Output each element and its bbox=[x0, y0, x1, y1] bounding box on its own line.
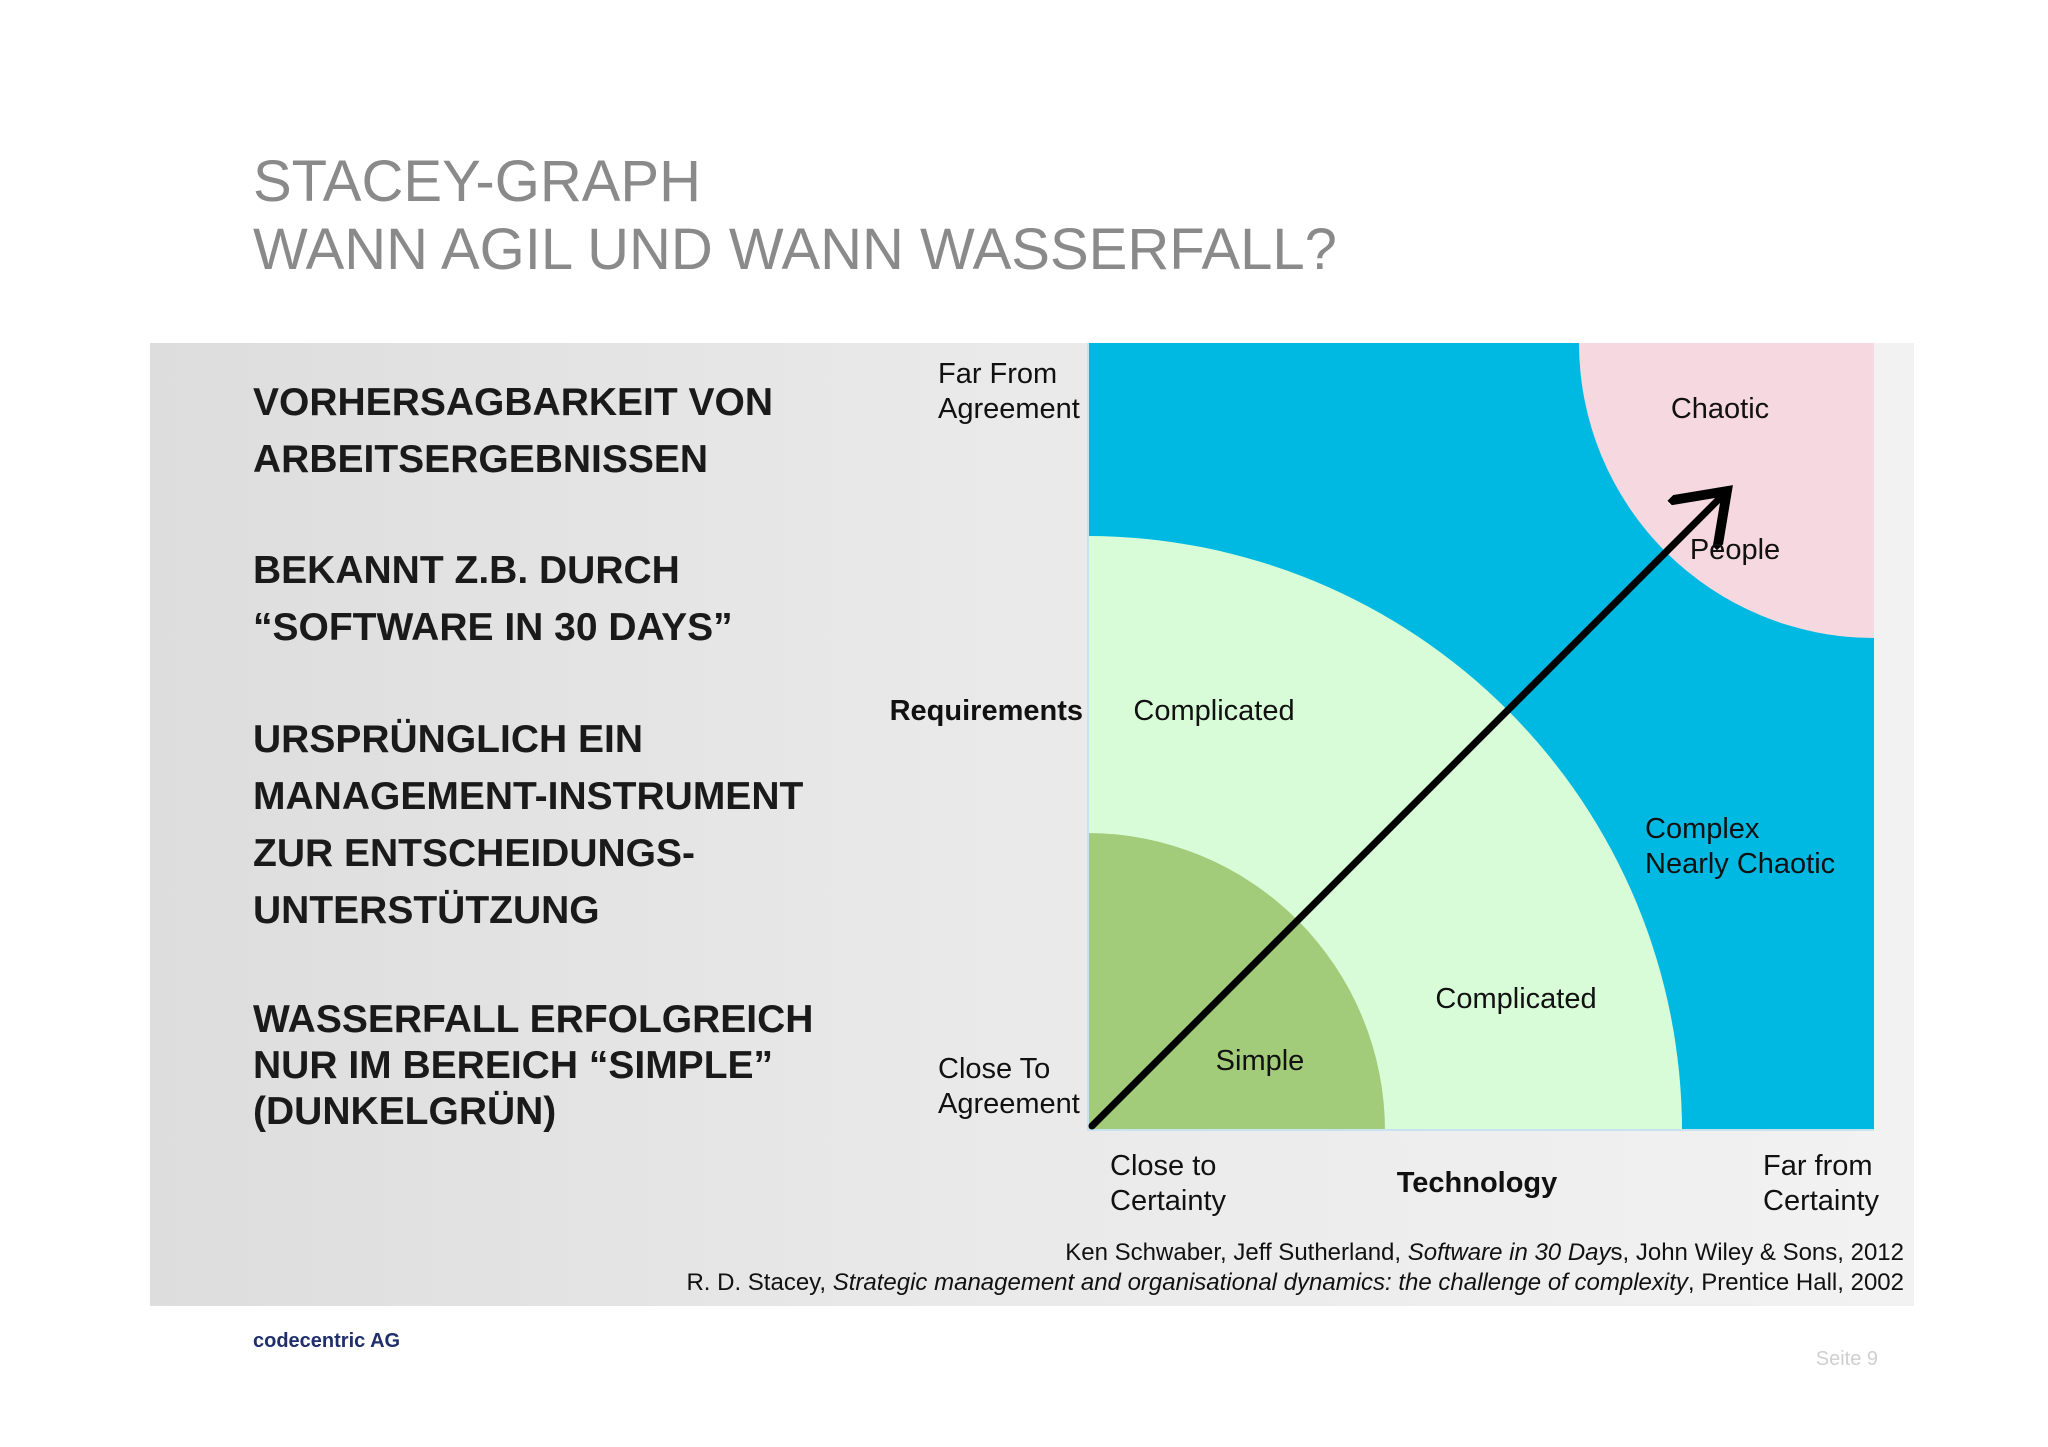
complex-label-line-2: Nearly Chaotic bbox=[1645, 848, 1836, 880]
x-right-label-line-1: Far from bbox=[1763, 1150, 1873, 1182]
bullet-line: VORHERSAGBARKEIT VON bbox=[253, 381, 774, 424]
bullet-line: ARBEITSERGEBNISSEN bbox=[253, 438, 709, 481]
bullet-line: ZUR ENTSCHEIDUNGS- bbox=[253, 832, 696, 875]
bullet-line: NUR IM BEREICH “SIMPLE” bbox=[253, 1044, 774, 1087]
complicated-right-label: Complicated bbox=[1435, 983, 1597, 1015]
x-right-label-line-2: Certainty bbox=[1763, 1185, 1880, 1217]
people-label: People bbox=[1689, 534, 1781, 566]
citations bbox=[686, 1238, 1904, 1298]
bullet-line: BEKANNT Z.B. DURCH bbox=[253, 549, 680, 592]
title-line-2: WANN AGIL UND WANN WASSERFALL? bbox=[253, 217, 1337, 282]
bullet-line: URSPRÜNGLICH EIN bbox=[253, 718, 644, 761]
title-line-1: STACEY-GRAPH bbox=[253, 149, 701, 214]
citation-stacey bbox=[686, 1268, 1904, 1298]
page-number: Seite 9 bbox=[1815, 1348, 1878, 1370]
simple-label: Simple bbox=[1215, 1045, 1305, 1077]
x-left-label-line-1: Close to bbox=[1110, 1150, 1217, 1182]
x-axis-label: Technology bbox=[1396, 1167, 1558, 1199]
citation-schwaber bbox=[686, 1238, 1904, 1268]
citation-text: Ken Schwaber, Jeff Sutherland, bbox=[1065, 1239, 1408, 1266]
citation-text: s, John Wiley & Sons, 2012 bbox=[1610, 1239, 1904, 1266]
company-brand: codecentric AG bbox=[253, 1330, 401, 1352]
x-left-label-line-2: Certainty bbox=[1110, 1185, 1227, 1217]
citation-book-title: Software in 30 Day bbox=[1407, 1239, 1611, 1266]
bullet-line: (DUNKELGRÜN) bbox=[253, 1090, 557, 1133]
complex-label-line-1: Complex bbox=[1645, 813, 1760, 845]
bullet-line: “SOFTWARE IN 30 DAYS” bbox=[253, 606, 733, 649]
y-bottom-label-line-2: Agreement bbox=[938, 1088, 1080, 1120]
x-right-label bbox=[1763, 1150, 1881, 1217]
citation-text: , Prentice Hall, 2002 bbox=[1687, 1269, 1904, 1296]
citation-text: R. D. Stacey, bbox=[686, 1269, 833, 1296]
complicated-top-label: Complicated bbox=[1133, 695, 1295, 727]
y-bottom-label-line-1: Close To bbox=[938, 1053, 1051, 1085]
y-top-label-line-1: Far From bbox=[938, 358, 1058, 390]
x-left-label bbox=[1110, 1150, 1227, 1217]
bullet-line: WASSERFALL ERFOLGREICH bbox=[253, 998, 814, 1041]
chaotic-label: Chaotic bbox=[1670, 393, 1770, 425]
bullet-line: MANAGEMENT-INSTRUMENT bbox=[253, 775, 804, 818]
y-bottom-label bbox=[938, 1053, 1080, 1120]
citation-book-title: Strategic management and organisational dynamics: the challenge of complexity bbox=[832, 1269, 1688, 1296]
bullet-line: UNTERSTÜTZUNG bbox=[253, 889, 600, 932]
y-axis-label: Requirements bbox=[889, 695, 1083, 727]
y-top-label bbox=[938, 358, 1080, 425]
y-top-label-line-2: Agreement bbox=[938, 393, 1080, 425]
